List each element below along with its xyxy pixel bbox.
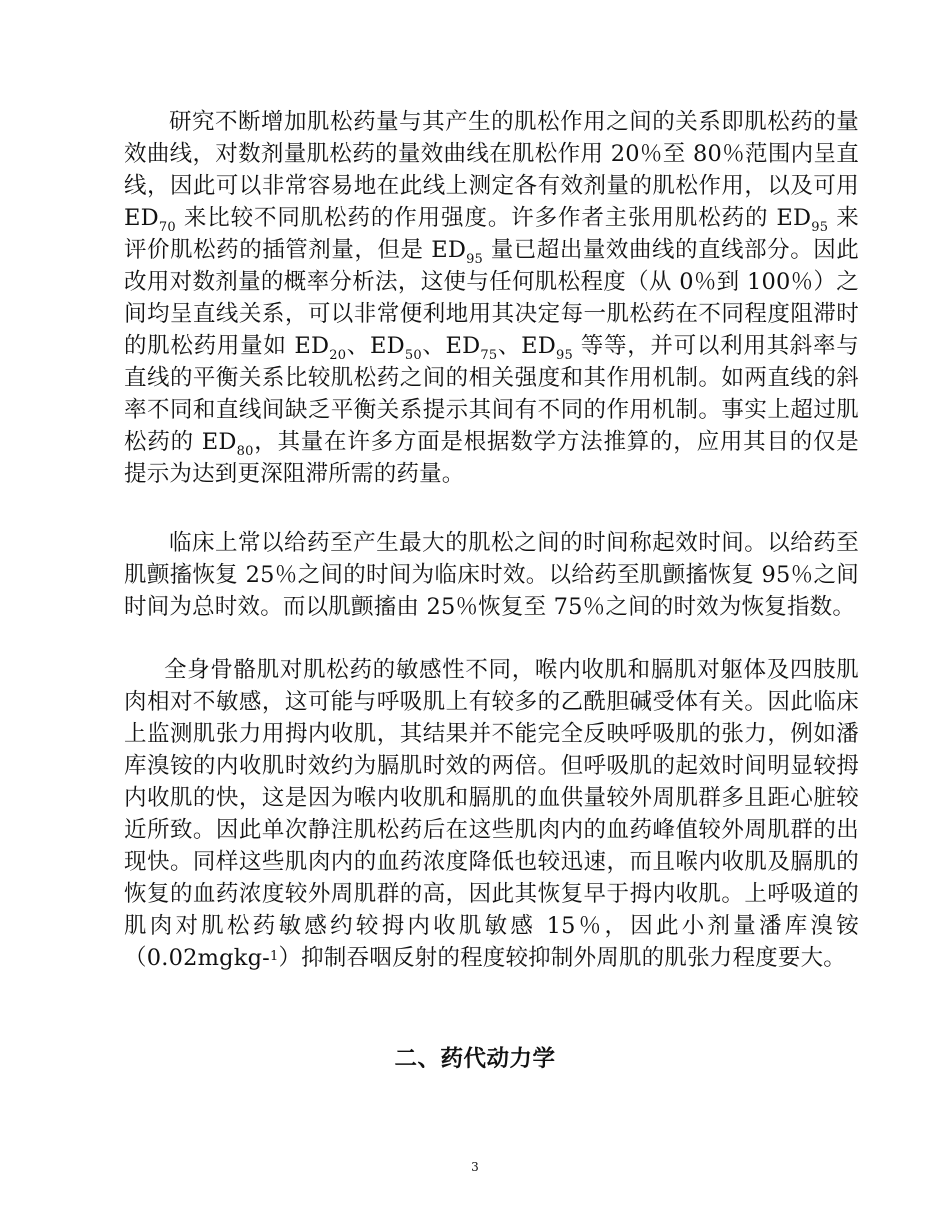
page-number: 3	[471, 1160, 479, 1174]
subscript: 95	[555, 348, 573, 363]
text-run: 、ED	[421, 333, 481, 359]
subscript: 50	[404, 348, 422, 363]
paragraph-dose-response	[124, 106, 859, 490]
subscript: 95	[466, 252, 484, 267]
subscript: 20	[329, 348, 347, 363]
text-run: 来比较不同肌松药的作用强度。许多作者主张用肌松药的 ED	[175, 205, 812, 231]
text-run: 来评价肌松药的插管剂量，但是 ED	[124, 205, 859, 263]
text-run: 全身骨骼肌对肌松药的敏感性不同，喉内收肌和膈肌对躯体及四肢肌肉相对不敏感，这可能与呼吸肌上有较多的乙酰胆碱受体有关。因此临床上监测肌张力用拇内收肌，其结果并不能完全反映呼吸肌的张力，例如潘库溴铵的内收肌时效约为膈肌时效的两倍。但呼吸肌的起效时间明显较拇内收肌的快，这是因为喉内收肌和膈肌的血供量较外周肌群多且距心脏较近所致。因此单次静注肌松药后在这些肌肉内的血药峰值较外周肌群的出现快。同样这些肌肉内的血药浓度降低也较迅速，而且喉内收肌及膈肌的恢复的血药浓度较外周肌群的高，因此其恢复早于拇内收肌。上呼吸道的肌肉对肌松药敏感约较拇内收肌敏感 15％，因此小剂量潘库溴铵（0.02mgkg-	[124, 657, 859, 971]
text-run: 等等，并可以利用其斜率与直线的平衡关系比较肌松药之间的相关强度和其作用机制。如两直线的斜率不同和直线间缺乏平衡关系提示其间有不同的作用机制。事实上超过肌松药的 ED	[124, 333, 859, 455]
subscript: 95	[811, 220, 829, 235]
text-run: ，其量在许多方面是根据数学方法推算的，应用其目的仅是提示为达到更深阻滞所需的药量。	[124, 429, 859, 487]
subscript: 80	[236, 444, 254, 459]
paragraph-muscle-sensitivity	[124, 654, 859, 974]
section-heading: 二、药代动力学	[394, 1046, 556, 1072]
text-run: 研究不断增加肌松药量与其产生的肌松作用之间的关系即肌松药的量效曲线，对数剂量肌松药的量效曲线在肌松作用 20％至 80％范围内呈直线，因此可以非常容易地在此线上测定各有效剂量的肌松作用，以及可用 ED	[124, 109, 859, 231]
text-run: 、ED	[497, 333, 556, 359]
text-run: 量已超出量效曲线的直线部分。因此改用对数剂量的概率分析法，这使与任何肌松程度（从 0％到 100％）之间均呈直线关系，可以非常便利地用其决定每一肌松药在不同程度阻滞时的肌松药用量如 ED	[124, 237, 859, 359]
paragraph-onset-duration: 临床上常以给药至产生最大的肌松之间的时间称起效时间。以给药至肌颤搐恢复 25％之间的时间为临床时效。以给药至肌颤搐恢复 95％之间时间为总时效。而以肌颤搐由 25％恢复至 75％之间的时效为恢复指数。	[124, 530, 859, 620]
superscript: 1	[269, 949, 279, 964]
subscript: 70	[158, 220, 176, 235]
text-run: ）抑制吞咽反射的程度较抑制外周肌的肌张力程度要大。	[278, 945, 846, 971]
subscript: 75	[480, 348, 498, 363]
text-run: 、ED	[346, 333, 405, 359]
